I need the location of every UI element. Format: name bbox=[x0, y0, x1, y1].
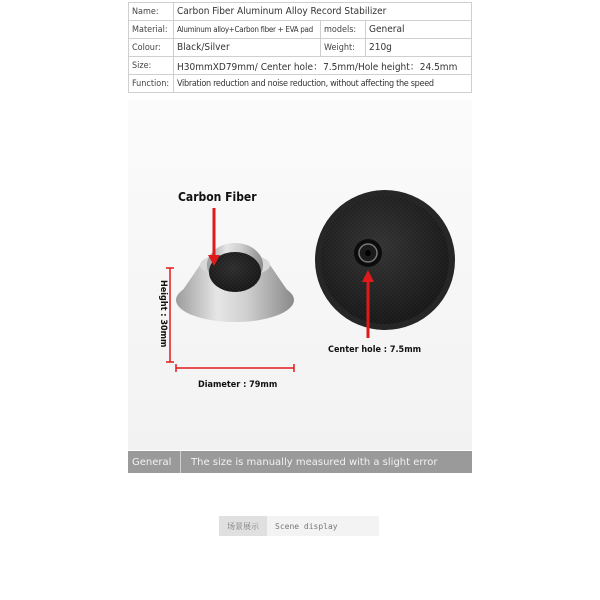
product-illustration bbox=[128, 100, 472, 450]
footer-general: General bbox=[128, 451, 181, 473]
material-label: Material: bbox=[129, 21, 174, 39]
footer-note-bar bbox=[128, 451, 472, 473]
spec-row-function bbox=[129, 75, 472, 93]
height-label: Height : 30mm bbox=[158, 280, 168, 348]
product-sheet bbox=[128, 0, 472, 475]
scene-display-tag bbox=[219, 516, 379, 536]
models-label: models: bbox=[321, 21, 366, 39]
colour-label: Colour: bbox=[129, 39, 174, 57]
diameter-dimension bbox=[176, 364, 294, 372]
spec-row-colour bbox=[129, 39, 472, 57]
scene-display-cn: 场景展示 bbox=[219, 516, 267, 536]
size-label: Size: bbox=[129, 57, 174, 75]
spec-row-size bbox=[129, 57, 472, 75]
function-label: Function: bbox=[129, 75, 174, 93]
colour-value: Black/Silver bbox=[174, 39, 321, 57]
stabilizer-top-view bbox=[315, 190, 455, 330]
carbon-arrow bbox=[208, 208, 220, 266]
material-value: Aluminum alloy+Carbon fiber + EVA pad bbox=[174, 21, 321, 39]
name-value: Carbon Fiber Aluminum Alloy Record Stabilizer bbox=[174, 3, 472, 21]
stabilizer-side-view bbox=[176, 243, 294, 322]
spec-row-material bbox=[129, 21, 472, 39]
size-value: H30mmXD79mm/ Center hole：7.5mm/Hole height：24.5mm bbox=[174, 57, 472, 75]
center-hole-label: Center hole : 7.5mm bbox=[328, 345, 422, 355]
models-value: General bbox=[366, 21, 472, 39]
spec-row-name bbox=[129, 3, 472, 21]
product-photo bbox=[128, 100, 472, 450]
function-value: Vibration reduction and noise reduction, without affecting the speed bbox=[174, 75, 472, 93]
diameter-label: Diameter : 79mm bbox=[198, 380, 278, 390]
weight-label: Weight: bbox=[321, 39, 366, 57]
footer-note: The size is manually measured with a slight error bbox=[191, 456, 438, 468]
spec-table bbox=[128, 2, 472, 93]
scene-display-en: Scene display bbox=[267, 516, 379, 536]
carbon-fiber-label: Carbon Fiber bbox=[178, 190, 257, 204]
weight-value: 210g bbox=[366, 39, 472, 57]
name-label: Name: bbox=[129, 3, 174, 21]
